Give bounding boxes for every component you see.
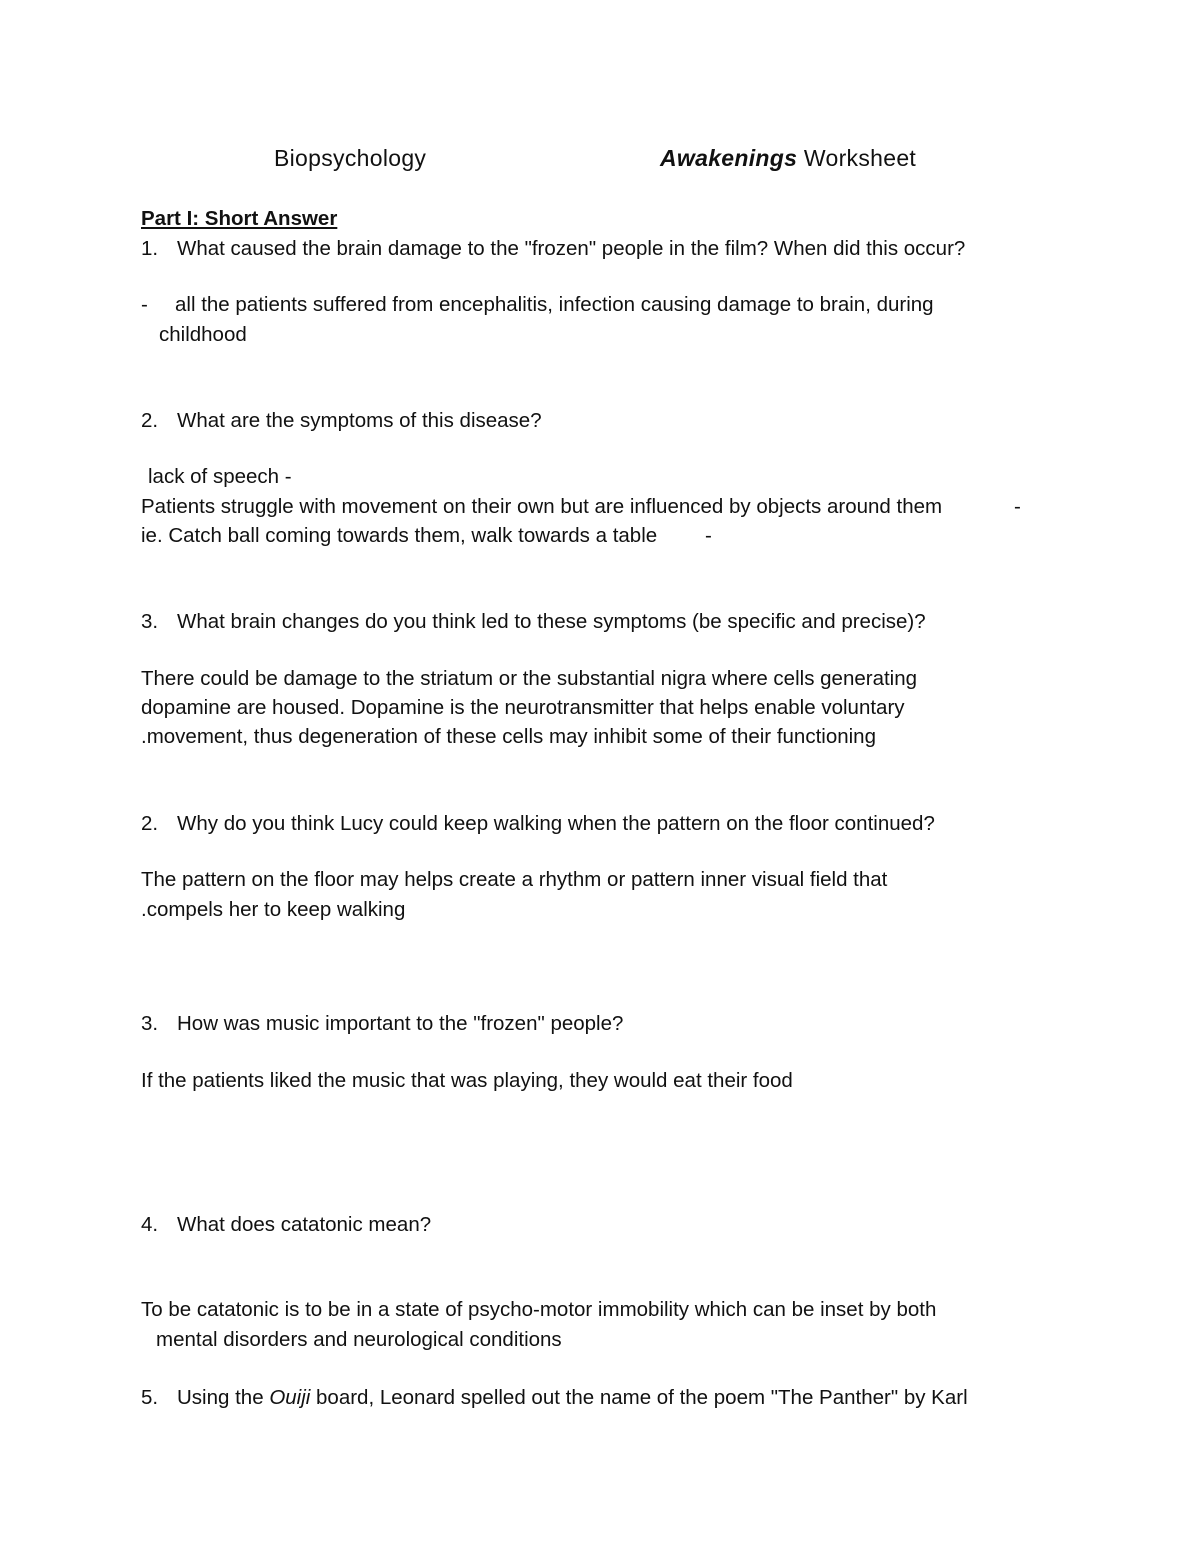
answer-2-line-2: Patients struggle with movement on their own but are influenced by objects around them [141,495,943,518]
answer-3-line-2: dopamine are housed. Dopamine is the neurotransmitter that helps enable voluntary [141,696,905,719]
question-7-text-pre: Using the [177,1386,270,1409]
question-7-number: 5. [141,1386,159,1409]
question-4-number: 2. [141,812,159,835]
question-4 [141,810,935,838]
question-7 [141,1384,968,1412]
question-2-text: What are the symptoms of this disease? [177,409,542,432]
answer-2-line-2-dash: - [1014,495,1021,518]
answer-3-line-1: There could be damage to the striatum or the substantial nigra where cells generating [141,667,918,690]
question-1-text: What caused the brain damage to the "frozen" people in the film? When did this occur? [177,237,966,260]
answer-2-line-1: lack of speech - [148,465,292,488]
answer-4-line-2: .compels her to keep walking [141,898,406,921]
answer-1-bullet: - [141,293,148,316]
worksheet-title-rest: Worksheet [797,145,917,171]
worksheet-title [660,144,916,172]
answer-1-line-2: childhood [159,323,247,346]
answer-3-line-3: .movement, thus degeneration of these cells may inhibit some of their functioning [141,725,876,748]
answer-6-line-2: mental disorders and neurological conditions [156,1328,562,1351]
question-1-number: 1. [141,237,159,260]
question-3-number: 3. [141,610,159,633]
question-5 [141,1010,623,1038]
answer-6-line-1: To be catatonic is to be in a state of psycho-motor immobility which can be inset by both [141,1298,937,1321]
answer-1-line-1 [141,291,934,319]
answer-2-line-3: ie. Catch ball coming towards them, walk towards a table [141,524,658,547]
answer-2-line-3-dash: - [705,524,712,547]
course-name: Biopsychology [274,145,427,171]
question-2-number: 2. [141,409,159,432]
question-7-text-italic: Ouiji [269,1386,311,1409]
question-5-text: How was music important to the "frozen" people? [177,1012,624,1035]
question-3 [141,608,926,636]
question-1 [141,235,965,263]
part-heading: Part I: Short Answer [141,207,338,230]
worksheet-title-italic: Awakenings [660,145,798,171]
question-7-text-post: board, Leonard spelled out the name of the poem "The Panther" by Karl [310,1386,968,1409]
answer-5-line-1: If the patients liked the music that was playing, they would eat their food [141,1069,793,1092]
question-4-text: Why do you think Lucy could keep walking when the pattern on the floor continued? [177,812,935,835]
question-6-number: 4. [141,1213,159,1236]
answer-1-text-1: all the patients suffered from encephalitis, infection causing damage to brain, during [175,293,934,316]
question-6 [141,1211,431,1239]
question-2 [141,407,542,435]
question-5-number: 3. [141,1012,159,1035]
answer-4-line-1: The pattern on the floor may helps create a rhythm or pattern inner visual field that [141,868,888,891]
question-6-text: What does catatonic mean? [177,1213,432,1236]
question-3-text: What brain changes do you think led to these symptoms (be specific and precise)? [177,610,926,633]
